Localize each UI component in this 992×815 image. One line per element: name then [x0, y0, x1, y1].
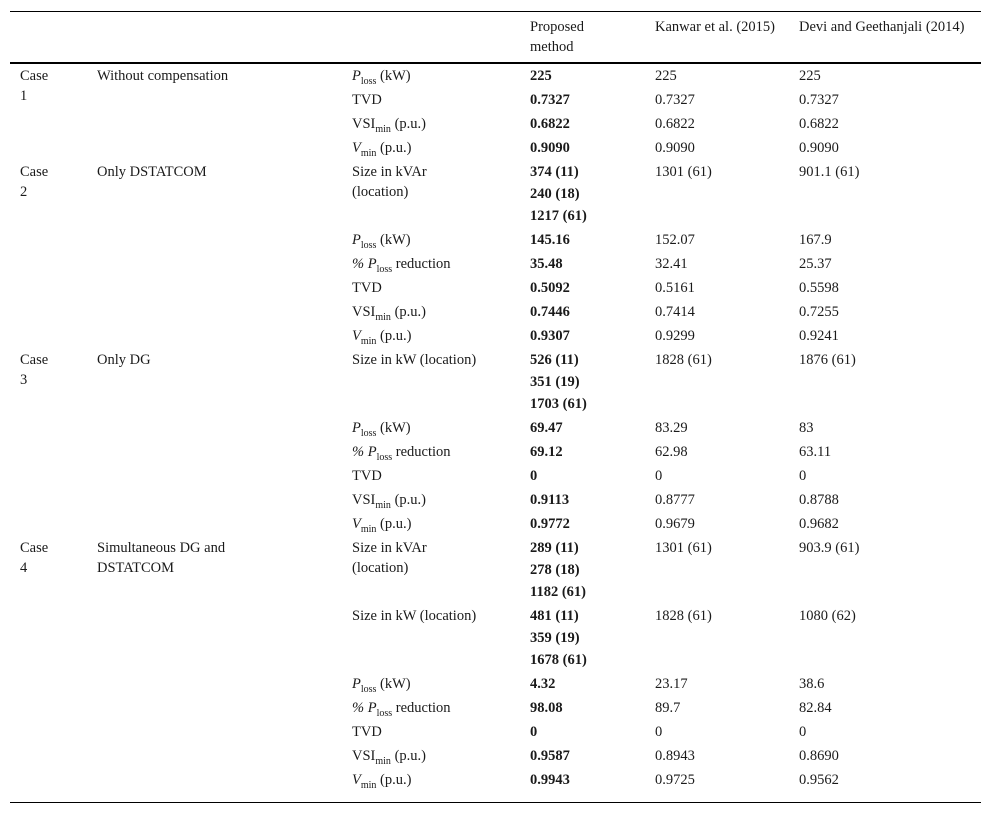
kanwar-value: 62.98 — [655, 444, 688, 460]
devi-value: 0.6822 — [799, 116, 839, 132]
method-value: 0.9772 — [530, 516, 570, 532]
method-value: 0.5092 — [530, 280, 570, 296]
devi-value: 0.8788 — [799, 492, 839, 508]
param-label: TVD — [352, 468, 382, 484]
kanwar-value: 152.07 — [655, 232, 695, 248]
param-label: TVD — [352, 280, 382, 296]
param-label: Size in kW (location) — [352, 352, 477, 368]
method-value: 0 — [530, 724, 538, 740]
case-label: Case 3 — [20, 352, 49, 388]
param-label: TVD — [352, 92, 382, 108]
param-label: $P_{loss}$ (kW) — [352, 676, 411, 695]
devi-value: 225 — [799, 68, 821, 84]
param-label: $VSI_{min}$ (p.u.) — [352, 304, 426, 323]
devi-value: 0.8690 — [799, 748, 839, 764]
param-label: Size in kW (location) — [352, 608, 477, 624]
param-label: $V_{min}$ (p.u.) — [352, 516, 412, 535]
devi-value: 0.9682 — [799, 516, 839, 532]
method-value: 69.47 — [530, 420, 563, 436]
devi-value: 167.9 — [799, 232, 832, 248]
kanwar-value: 1828 (61) — [655, 608, 712, 624]
method-value: 35.48 — [530, 256, 563, 272]
devi-value: 38.6 — [799, 676, 825, 692]
kanwar-value: 0.9299 — [655, 328, 695, 344]
devi-value: 0.9241 — [799, 328, 839, 344]
kanwar-value: 225 — [655, 68, 677, 84]
kanwar-value: 0.6822 — [655, 116, 695, 132]
devi-value: 0.9090 — [799, 140, 839, 156]
method-value: 0.9090 — [530, 140, 570, 156]
case-name: Simultaneous DG and DSTATCOM — [97, 540, 226, 576]
kanwar-value: 0 — [655, 724, 663, 740]
table-header-rule — [10, 62, 981, 64]
table-top-rule — [10, 11, 981, 12]
method-value: 225 — [530, 68, 552, 84]
param-label: % $P_{loss}$ reduction — [352, 700, 451, 719]
param-label: $P_{loss}$ (kW) — [352, 232, 411, 251]
devi-value: 901.1 (61) — [799, 164, 860, 180]
kanwar-value: 0.8943 — [655, 748, 695, 764]
method-value: 0.9307 — [530, 328, 570, 344]
kanwar-value: 0.9679 — [655, 516, 695, 532]
method-value: 0.9587 — [530, 748, 570, 764]
method-value: 145.16 — [530, 232, 570, 248]
param-label: % $P_{loss}$ reduction — [352, 444, 451, 463]
kanwar-value: 0.7414 — [655, 304, 695, 320]
kanwar-value: 1301 (61) — [655, 164, 712, 180]
param-label: $P_{loss}$ (kW) — [352, 420, 411, 439]
kanwar-value: 89.7 — [655, 700, 681, 716]
method-value: 481 (11) 359 (19) 1678 (61) — [530, 608, 587, 668]
table-bottom-rule — [10, 802, 981, 803]
method-value: 69.12 — [530, 444, 563, 460]
devi-value: 63.11 — [799, 444, 832, 460]
param-label: Size in kVAr (location) — [352, 540, 427, 576]
devi-value: 0 — [799, 468, 807, 484]
param-label: Size in kVAr (location) — [352, 164, 427, 200]
kanwar-value: 23.17 — [655, 676, 688, 692]
case-label: Case 1 — [20, 68, 49, 104]
case-label: Case 4 — [20, 540, 49, 576]
param-label: $V_{min}$ (p.u.) — [352, 772, 412, 791]
case-name: Only DSTATCOM — [97, 164, 207, 180]
param-label: % $P_{loss}$ reduction — [352, 256, 451, 275]
param-label: $P_{loss}$ (kW) — [352, 68, 411, 87]
kanwar-value: 0 — [655, 468, 663, 484]
param-label: $V_{min}$ (p.u.) — [352, 140, 412, 159]
method-value: 0.7327 — [530, 92, 570, 108]
kanwar-value: 1828 (61) — [655, 352, 712, 368]
kanwar-value: 83.29 — [655, 420, 688, 436]
devi-value: 0.7327 — [799, 92, 839, 108]
method-value: 0.6822 — [530, 116, 570, 132]
param-label: $VSI_{min}$ (p.u.) — [352, 748, 426, 767]
case-label: Case 2 — [20, 164, 49, 200]
method-value: 526 (11) 351 (19) 1703 (61) — [530, 352, 587, 412]
devi-value: 0.5598 — [799, 280, 839, 296]
param-label: $V_{min}$ (p.u.) — [352, 328, 412, 347]
method-value: 289 (11) 278 (18) 1182 (61) — [530, 540, 586, 600]
method-value: 374 (11) 240 (18) 1217 (61) — [530, 164, 587, 224]
param-label: $VSI_{min}$ (p.u.) — [352, 116, 426, 135]
case-name: Only DG — [97, 352, 151, 368]
header-devi: Devi and Geethanjali (2014) — [799, 19, 965, 35]
kanwar-value: 1301 (61) — [655, 540, 712, 556]
kanwar-value: 0.9090 — [655, 140, 695, 156]
method-value: 0.9113 — [530, 492, 570, 508]
header-kanwar: Kanwar et al. (2015) — [655, 19, 775, 35]
kanwar-value: 32.41 — [655, 256, 688, 272]
method-value: 98.08 — [530, 700, 563, 716]
kanwar-value: 0.8777 — [655, 492, 695, 508]
method-value: 0 — [530, 468, 538, 484]
param-label: TVD — [352, 724, 382, 740]
devi-value: 0.7255 — [799, 304, 839, 320]
devi-value: 83 — [799, 420, 814, 436]
devi-value: 0.9562 — [799, 772, 839, 788]
method-value: 4.32 — [530, 676, 556, 692]
case-name: Without compensation — [97, 68, 229, 84]
method-value: 0.7446 — [530, 304, 570, 320]
results-table — [10, 11, 981, 803]
kanwar-value: 0.7327 — [655, 92, 695, 108]
method-value: 0.9943 — [530, 772, 570, 788]
devi-value: 82.84 — [799, 700, 832, 716]
header-proposed-method: Proposed method — [530, 19, 584, 55]
kanwar-value: 0.9725 — [655, 772, 695, 788]
devi-value: 903.9 (61) — [799, 540, 860, 556]
devi-value: 0 — [799, 724, 807, 740]
kanwar-value: 0.5161 — [655, 280, 695, 296]
devi-value: 1080 (62) — [799, 608, 856, 624]
param-label: $VSI_{min}$ (p.u.) — [352, 492, 426, 511]
devi-value: 25.37 — [799, 256, 832, 272]
devi-value: 1876 (61) — [799, 352, 856, 368]
